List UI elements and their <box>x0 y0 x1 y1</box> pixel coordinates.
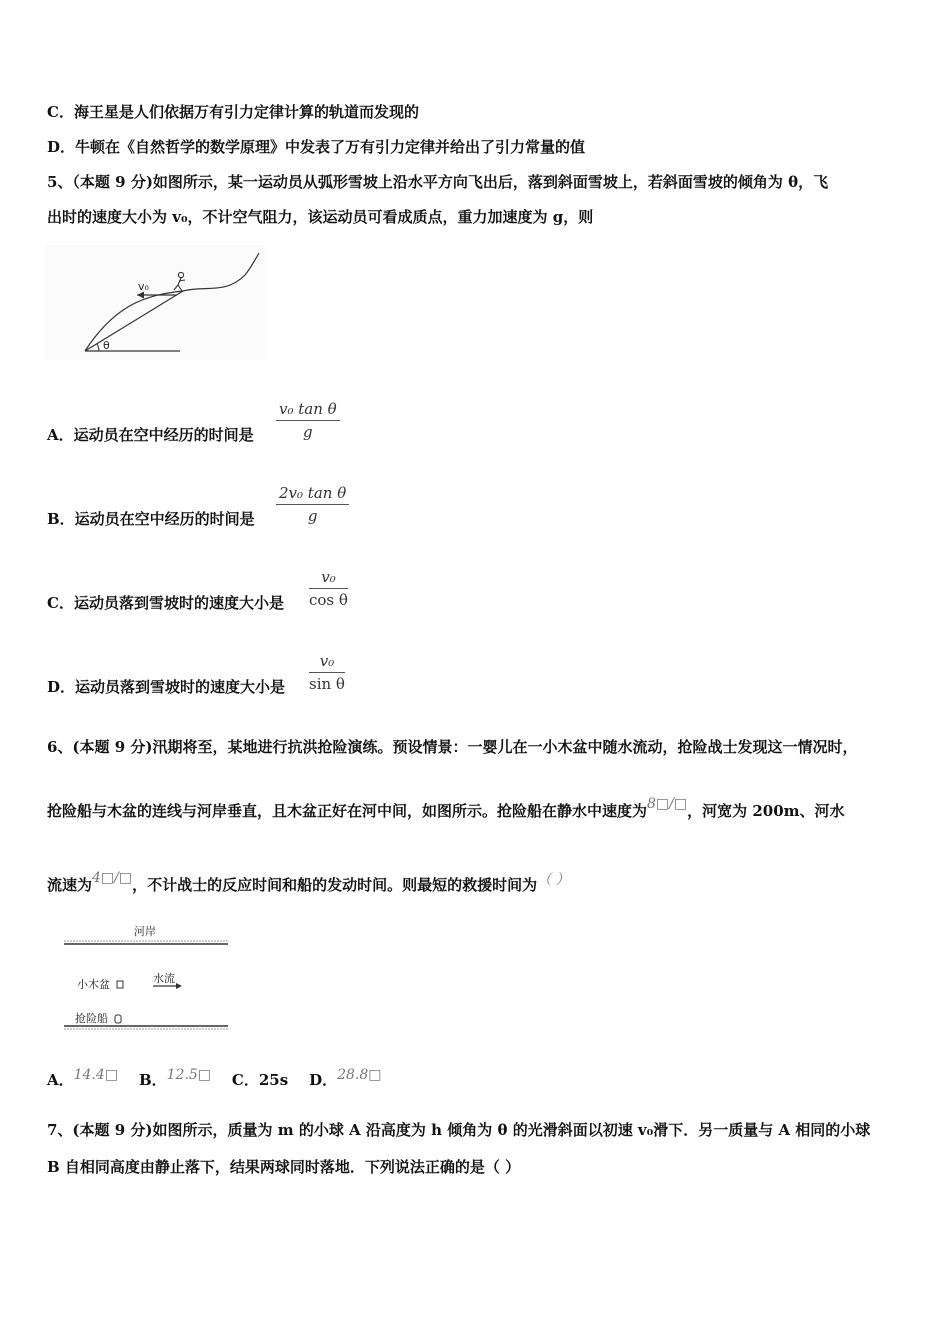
q6-stem-line3 <box>47 870 570 896</box>
q6-option-d-value: 28.8□ <box>337 1067 382 1083</box>
q6-option-a-letter: A． <box>47 1071 74 1089</box>
q5-theta-label: θ <box>103 339 110 352</box>
q5-option-b-formula <box>276 482 349 527</box>
q6-stem-line3-part2: ，不计战士的反应时间和船的发动时间。则最短的救援时间为 <box>132 876 538 894</box>
q5-stem-line1: 5、（本题 9 分)如图所示，某一运动员从弧形雪坡上沿水平方向飞出后，落到斜面雪坡上，若斜面雪坡的倾角为 θ，飞 <box>47 173 829 191</box>
q6-option-b-value: 12.5□ <box>166 1067 212 1083</box>
q5-option-a-formula <box>276 398 340 443</box>
q4-option-c: C．海王星是人们依据万有引力定律计算的轨道而发现的 <box>47 103 419 121</box>
q5-option-d: D．运动员落到雪坡时的速度大小是 <box>47 678 286 696</box>
q6-bank-label: 河岸 <box>134 925 156 938</box>
q6-options <box>47 1067 382 1091</box>
formula-numerator: v₀ <box>309 650 345 673</box>
q5-option-d-formula <box>309 650 345 695</box>
q5-option-c: C．运动员落到雪坡时的速度大小是 <box>47 594 284 612</box>
formula-denominator: g <box>307 507 318 525</box>
q6-stem-line2-part2: ，河宽为 200m、河水 <box>687 802 845 820</box>
q6-basin-label: 小木盆 <box>77 978 110 991</box>
q5-option-c-formula <box>309 566 348 611</box>
q6-answer-paren: （ ） <box>537 872 570 888</box>
q6-option-c-letter: C． <box>231 1071 259 1089</box>
formula-denominator: sin θ <box>309 675 345 693</box>
q6-boat-speed: 8□/□ <box>647 796 688 812</box>
boat-icon <box>115 1015 121 1023</box>
q5-option-b: B．运动员在空中经历的时间是 <box>47 510 255 528</box>
formula-numerator: 2v₀ tan θ <box>276 482 349 505</box>
q6-option-a-value: 14.4□ <box>73 1067 119 1083</box>
q5-ski-slope-figure <box>45 245 265 360</box>
formula-numerator: v₀ tan θ <box>276 398 340 421</box>
q7-stem-line1: 7、(本题 9 分)如图所示，质量为 m 的小球 A 沿高度为 h 倾角为 θ 的光滑斜面以初速 v₀滑下．另一质量与 A 相同的小球 <box>47 1121 871 1139</box>
q7-stem-line2: B 自相同高度由静止落下，结果两球同时落地．下列说法正确的是（ ） <box>47 1158 521 1176</box>
q5-v0-label: v₀ <box>138 280 149 293</box>
formula-denominator: cos θ <box>309 591 348 609</box>
q6-stem-line1: 6、(本题 9 分)汛期将至，某地进行抗洪抢险演练。预设情景：一婴儿在一小木盆中随水流动，抢险战士发现这一情况时， <box>47 738 858 756</box>
q6-stem-line2-part1: 抢险船与木盆的连线与河岸垂直，且木盆正好在河中间，如图所示。抢险船在静水中速度为 <box>47 802 648 820</box>
q6-option-c-value: 25s <box>258 1071 289 1089</box>
q6-stem-line2 <box>47 796 845 822</box>
formula-numerator: v₀ <box>309 566 348 589</box>
q6-flow-label: 水流 <box>153 972 175 985</box>
q6-option-b-letter: B． <box>138 1071 167 1089</box>
basin-icon <box>117 981 123 988</box>
formula-denominator: g <box>303 423 313 441</box>
q6-stem-line3-part1: 流速为 <box>47 876 93 894</box>
q5-option-a: A．运动员在空中经历的时间是 <box>47 426 254 444</box>
q6-river-figure <box>60 920 235 1035</box>
q6-boat-label: 抢险船 <box>75 1012 108 1025</box>
q6-water-speed: 4□/□ <box>92 870 133 886</box>
q4-option-d: D．牛顿在《自然哲学的数学原理》中发表了万有引力定律并给出了引力常量的值 <box>47 138 586 156</box>
q6-option-d-letter: D． <box>309 1071 338 1089</box>
q5-stem-line2: 出时的速度大小为 v₀，不计空气阻力，该运动员可看成质点，重力加速度为 g，则 <box>47 208 594 226</box>
